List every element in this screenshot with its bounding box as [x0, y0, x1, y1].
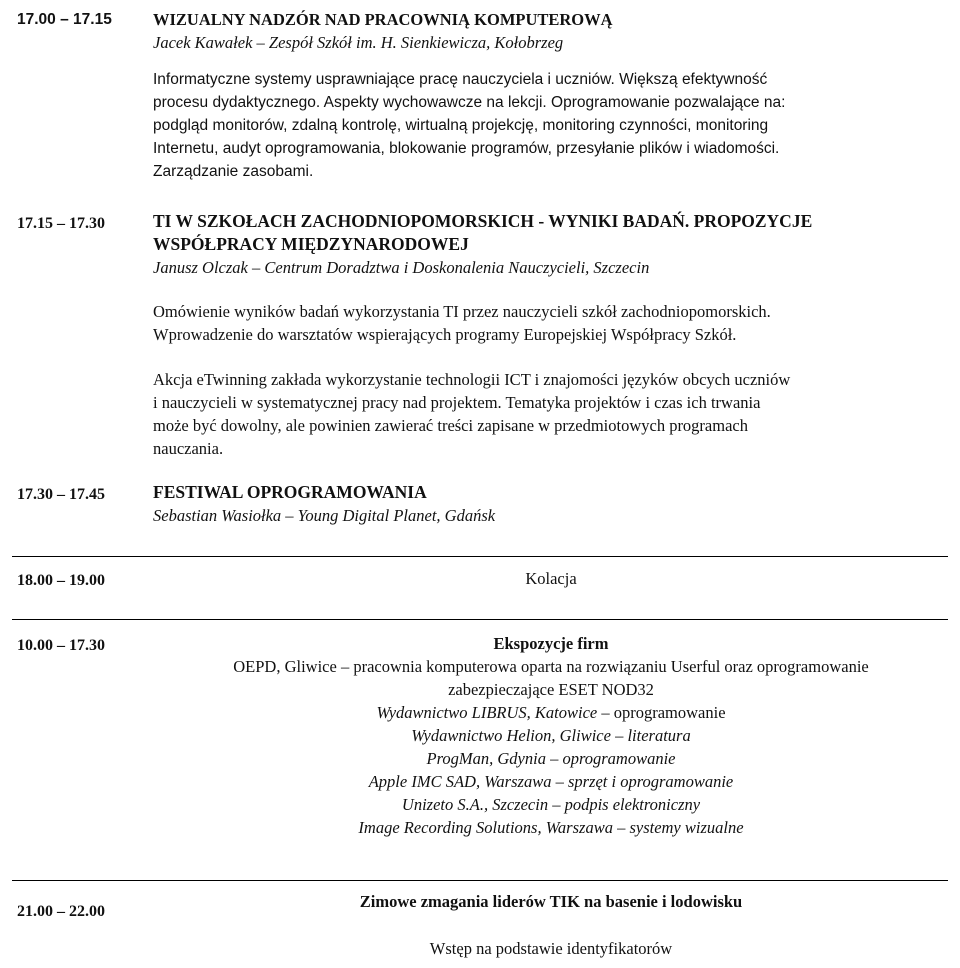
- session-time: 10.00 – 17.30: [17, 637, 105, 654]
- exhibitor-line: Apple IMC SAD, Warszawa – sprzęt i oprogramowanie: [368, 772, 734, 791]
- description-line: procesu dydaktycznego. Aspekty wychowawcze na lekcji. Oprogramowanie pozwalające na:: [153, 94, 786, 111]
- exhibitor-line: [153, 701, 949, 724]
- exhibitor-line: ProgMan, Gdynia – oprogramowanie: [426, 749, 676, 768]
- exhibitor-line: OEPD, Gliwice – pracownia komputerowa oparta na rozwiązaniu Userful oraz oprogramowanie: [233, 657, 869, 676]
- session-time: 17.00 – 17.15: [17, 11, 112, 28]
- session-title: FESTIWAL OPROGRAMOWANIA: [153, 482, 427, 502]
- divider: [12, 619, 948, 620]
- exhibitor-offer: oprogramowanie: [609, 703, 726, 722]
- session-description: [153, 68, 943, 183]
- description-line: Informatyczne systemy usprawniające pracę nauczyciela i uczniów. Większą efektywność: [153, 71, 768, 88]
- session-author: Sebastian Wasiołka – Young Digital Planet, Gdańsk: [153, 506, 496, 525]
- session-time: 17.15 – 17.30: [17, 215, 105, 232]
- session-time: 18.00 – 19.00: [17, 572, 105, 589]
- session-title-line: TI W SZKOŁACH ZACHODNIOPOMORSKICH - WYNIKI BADAŃ. PROPOZYCJE: [153, 211, 813, 231]
- session-time: 17.30 – 17.45: [17, 486, 105, 503]
- session-title: Zimowe zmagania liderów TIK na basenie i lodowisku: [359, 892, 743, 911]
- session-title-line: WSPÓŁPRACY MIĘDZYNARODOWEJ: [153, 234, 469, 254]
- session-title: Ekspozycje firm: [493, 634, 609, 653]
- session-content: [153, 210, 943, 460]
- exhibitor-line: Unizeto S.A., Szczecin – podpis elektroniczny: [401, 795, 701, 814]
- description-line: Omówienie wyników badań wykorzystania TI przez nauczycieli szkół zachodniopomorskich.: [153, 302, 771, 321]
- divider: [12, 880, 948, 881]
- session-author: Jacek Kawałek – Zespół Szkół im. H. Sienkiewicza, Kołobrzeg: [153, 33, 564, 52]
- description-line: może być dowolny, ale powinien zawierać treści zapisane w przedmiotowych programach: [153, 416, 748, 435]
- description-line: Zarządzanie zasobami.: [153, 163, 314, 180]
- description-line: i nauczycieli w systematycznej pracy nad projektem. Tematyka projektów i czas ich trwania: [153, 393, 761, 412]
- session-label: Kolacja: [525, 569, 577, 588]
- session-content: [153, 481, 943, 527]
- description-line: Wprowadzenie do warsztatów wspierających programy Europejskiej Współpracy Szkół.: [153, 325, 737, 344]
- description-line: Akcja eTwinning zakłada wykorzystanie technologii ICT i znajomości języków obcych uczniów: [153, 370, 791, 389]
- exhibitor-line: zabezpieczające ESET NOD32: [448, 680, 654, 699]
- divider: [12, 556, 948, 557]
- session-content: [153, 8, 943, 183]
- description-line: nauczania.: [153, 439, 224, 458]
- exhibitor-line: Wydawnictwo Helion, Gliwice – literatura: [411, 726, 691, 745]
- session-note: Wstęp na podstawie identyfikatorów: [429, 939, 673, 958]
- description-line: podgląd monitorów, zdalną kontrolę, wirtualną projekcję, monitoring czynności, monitoring: [153, 117, 769, 134]
- exhibitor-name: Wydawnictwo LIBRUS, Katowice –: [376, 703, 610, 722]
- session-title: WIZUALNY NADZÓR NAD PRACOWNIĄ KOMPUTEROWĄ: [153, 10, 613, 29]
- description-line: Internetu, audyt oprogramowania, blokowanie programów, przesyłanie plików i wiadomości.: [153, 140, 780, 157]
- session-time: 21.00 – 22.00: [17, 903, 105, 920]
- session-author: Janusz Olczak – Centrum Doradztwa i Doskonalenia Nauczycieli, Szczecin: [153, 258, 650, 277]
- exhibitor-line: Image Recording Solutions, Warszawa – systemy wizualne: [358, 818, 744, 837]
